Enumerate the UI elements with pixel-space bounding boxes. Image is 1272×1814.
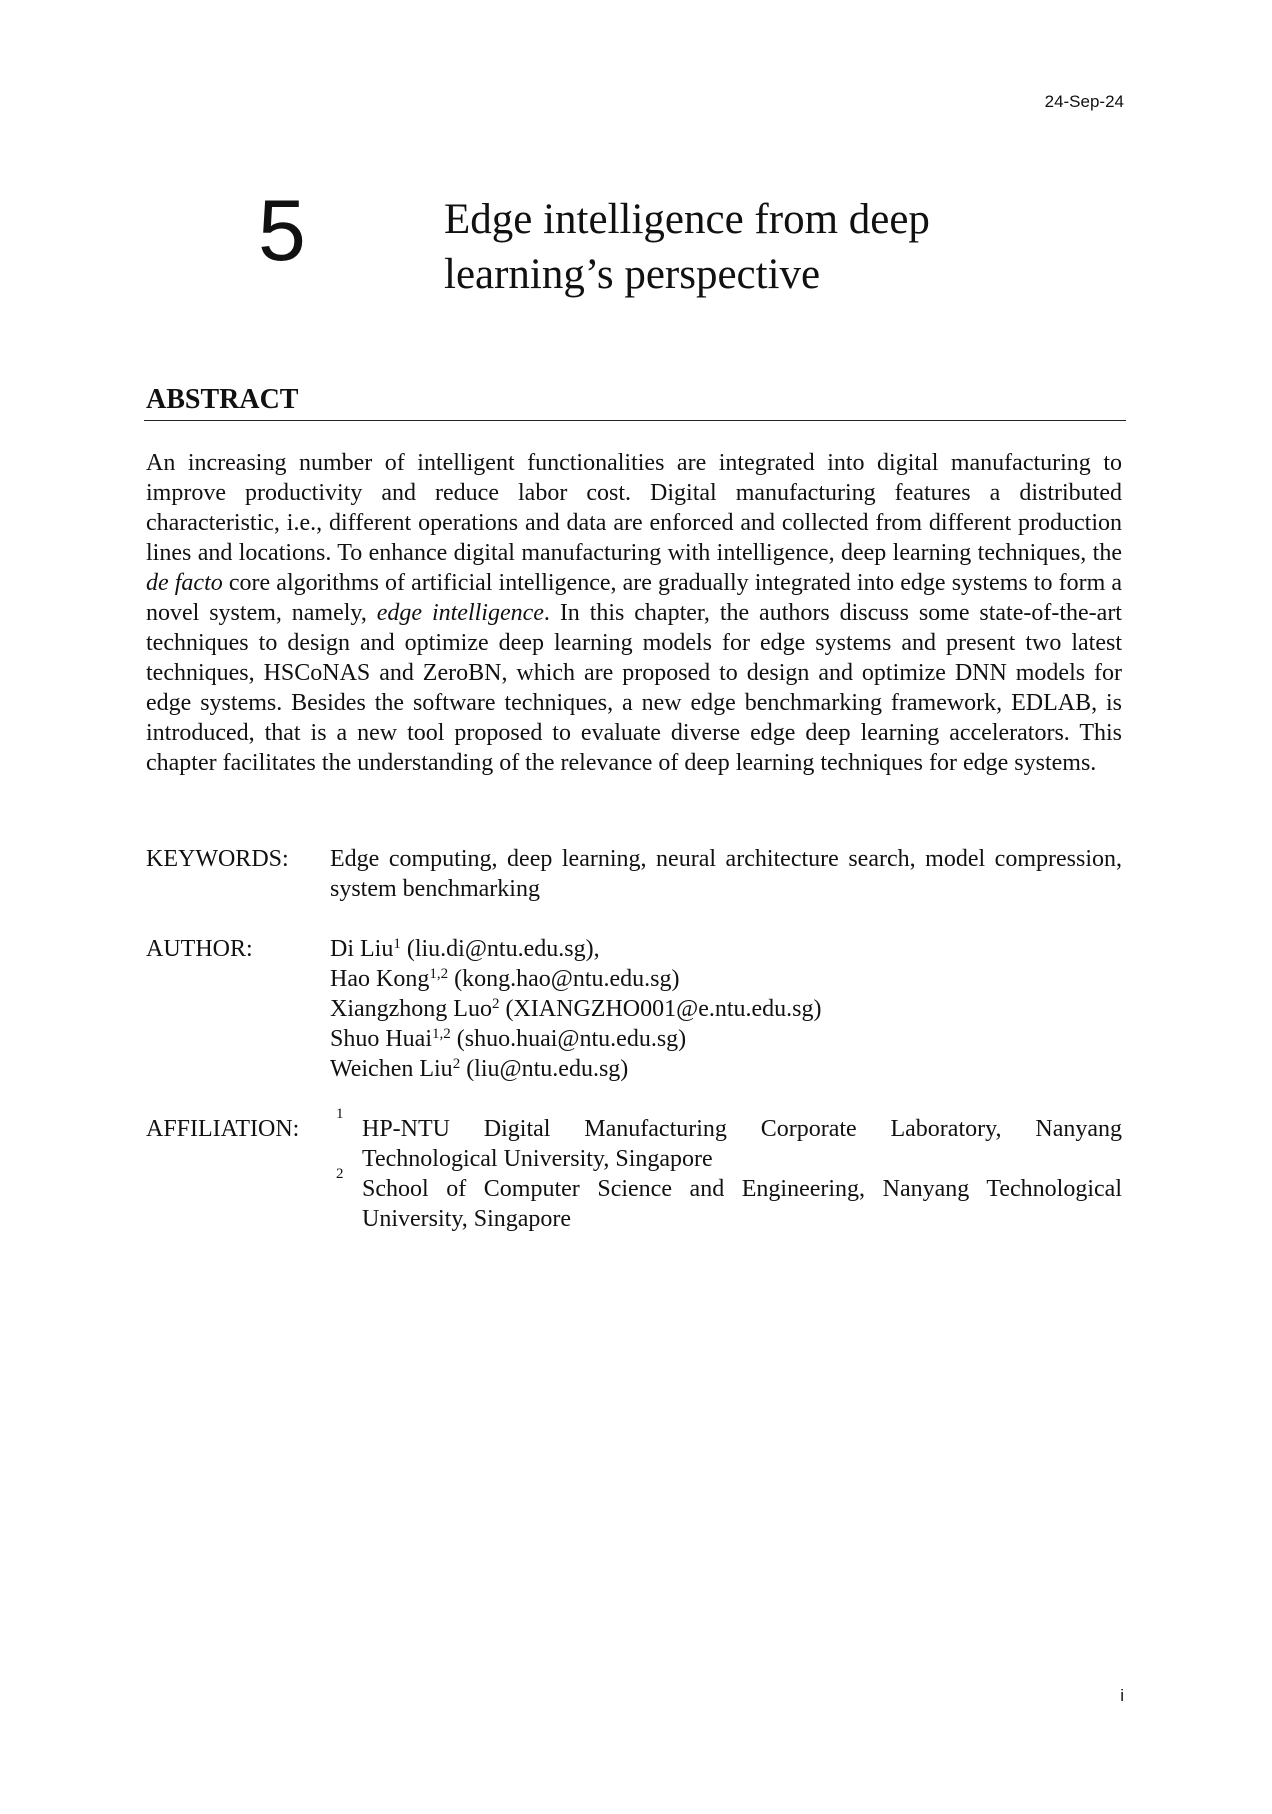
author-entry [330,1024,1122,1054]
author-affiliation-mark: 2 [452,1056,461,1072]
affiliation-label: AFFILIATION: [146,1116,300,1142]
header-date: 24-Sep-24 [1044,92,1124,111]
author-entry [330,964,1122,994]
abstract-text-part-1: An increasing number of intelligent functionalities are integrated into digital manufacturing to improve productivity and reduce labor cost. Digital manufacturing features a distributed characteristic, i.e., different operations and data are enforced and collected from different production lines and locations. To enhance digital manufacturing with intelligence, deep learning techniques, the [146,450,1122,566]
author-entry [330,994,1122,1024]
abstract-italic-edge-intelligence: edge intelligence [376,600,544,626]
keywords-value: Edge computing, deep learning, neural architecture search, model compression, system benchmarking [330,846,1122,902]
author-email: (liu@ntu.edu.sg) [460,1056,629,1082]
keywords-label: KEYWORDS: [146,846,289,872]
author-affiliation-mark: 1 [393,936,401,952]
author-name: Shuo Huai [330,1026,432,1052]
author-affiliation-mark: 2 [491,996,500,1012]
abstract-divider [144,420,1126,421]
affiliation-text: HP-NTU Digital Manufacturing Corporate Laboratory, Nanyang Technological University, Singapore [362,1116,1122,1172]
abstract-italic-de-facto: de facto [146,570,223,596]
page-number: i [1120,1686,1124,1705]
chapter-title [444,192,1004,302]
author-list [330,934,1122,1084]
affiliation-list [330,1106,1122,1234]
author-email: (shuo.huai@ntu.edu.sg) [450,1026,687,1052]
author-email: (kong.hao@ntu.edu.sg) [448,966,680,992]
author-name: Hao Kong [330,966,430,992]
author-name: Xiangzhong Luo [330,996,492,1022]
abstract-heading: ABSTRACT [146,384,299,415]
abstract-text-part-3: . In this chapter, the authors discuss some state-of-the-art techniques to design and optimize deep learning models for edge systems and present two latest techniques, HSCoNAS and ZeroBN, which are proposed to design and optimize DNN models for edge systems. Besides the software techniques, a new edge benchmarking framework, EDLAB, is introduced, that is a new tool proposed to evaluate diverse edge deep learning accelerators. This chapter facilitates the understanding of the relevance of deep learning techniques for edge systems. [146,600,1122,776]
abstract-text-part-2: core algorithms of artificial intelligence, are gradually integrated into edge systems to form a novel system, namely, [146,570,1123,626]
author-name: Weichen Liu [330,1056,453,1082]
affiliation-text: School of Computer Science and Engineering, Nanyang Technological University, Singapore [362,1176,1122,1232]
author-affiliation-mark: 1,2 [432,1026,451,1042]
author-label: AUTHOR: [146,936,253,962]
author-entry [330,934,1122,964]
affiliation-item: 2 School of Computer Science and Engineering, Nanyang Technological University, Singapore [336,1166,1122,1232]
author-email: (liu.di@ntu.edu.sg), [400,936,600,962]
abstract-text [146,448,1122,778]
chapter-number: 5 [258,183,306,279]
author-name: Di Liu [330,936,394,962]
author-entry [330,1054,1122,1084]
affiliation-item: 1 HP-NTU Digital Manufacturing Corporate Laboratory, Nanyang Technological University, Singapore [336,1106,1122,1172]
chapter-title-line-2: learning’s perspective [444,251,821,298]
chapter-title-line-1: Edge intelligence from deep [444,196,930,243]
author-affiliation-mark: 1,2 [429,966,449,982]
author-email: (XIANGZHO001@e.ntu.edu.sg) [499,996,822,1022]
